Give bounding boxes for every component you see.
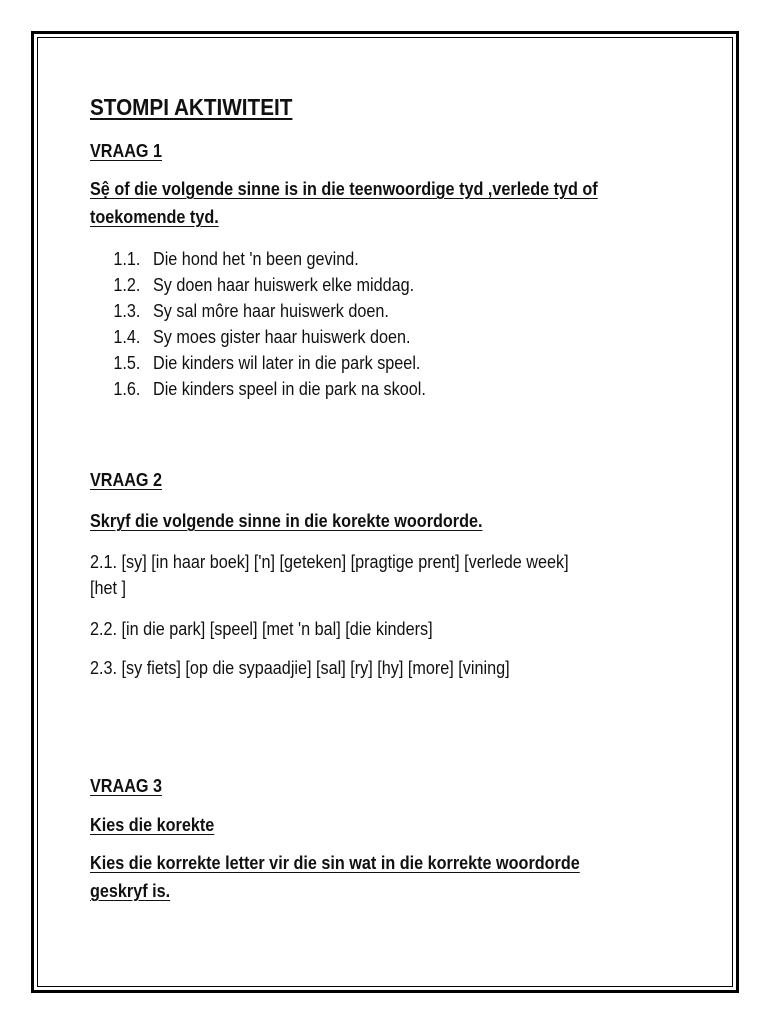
vraag3-instruction-line2: geskryf is. bbox=[90, 881, 171, 901]
list-item-text: Sy sal môre haar huiswerk doen. bbox=[153, 301, 389, 321]
vraag3-instruction-line1: Kies die korrekte letter vir die sin wat in die korrekte woordorde bbox=[90, 853, 580, 873]
list-item bbox=[113, 350, 420, 376]
list-item-number: 1.4. bbox=[113, 327, 141, 347]
list-item-text: Sy doen haar huiswerk elke middag. bbox=[153, 275, 415, 295]
vraag1-heading: VRAAG 1 bbox=[90, 141, 163, 161]
list-item-number: 1.3. bbox=[113, 301, 141, 321]
vraag2-item3: 2.3. [sy fiets] [op die sypaadjie] [sal] [ry] [hy] [more] [vining] bbox=[90, 658, 510, 678]
vraag2-heading: VRAAG 2 bbox=[90, 470, 163, 490]
vraag1-instruction-line1: Sệ of die volgende sinne is in die teenwoordige tyd ,verlede tyd of bbox=[90, 179, 598, 199]
document-title: STOMPI AKTIWITEIT bbox=[90, 94, 293, 120]
list-item bbox=[113, 324, 410, 350]
list-item-text: Die hond het 'n been gevind. bbox=[153, 249, 359, 269]
list-item bbox=[113, 272, 414, 298]
list-item-number: 1.5. bbox=[113, 353, 141, 373]
vraag2-instruction: Skryf die volgende sinne in die korekte woordorde. bbox=[90, 511, 483, 531]
vraag2-item2: 2.2. [in die park] [speel] [met 'n bal] [die kinders] bbox=[90, 619, 433, 639]
list-item bbox=[113, 246, 358, 272]
list-item-text: Sy moes gister haar huiswerk doen. bbox=[153, 327, 411, 347]
list-item-text: Die kinders wil later in die park speel. bbox=[153, 353, 421, 373]
list-item-number: 1.2. bbox=[113, 275, 141, 295]
list-item-number: 1.1. bbox=[113, 249, 141, 269]
vraag1-instruction-line2: toekomende tyd. bbox=[90, 207, 219, 227]
vraag2-item1-line1: 2.1. [sy] [in haar boek] ['n] [geteken] [pragtige prent] [verlede week] bbox=[90, 552, 569, 572]
vraag3-heading: VRAAG 3 bbox=[90, 776, 163, 796]
list-item-text: Die kinders speel in die park na skool. bbox=[153, 379, 426, 399]
vraag2-item1-line2: [het ] bbox=[90, 578, 127, 598]
list-item bbox=[113, 376, 425, 402]
vraag3-subheading: Kies die korekte bbox=[90, 815, 215, 835]
list-item bbox=[113, 298, 389, 324]
list-item-number: 1.6. bbox=[113, 379, 141, 399]
